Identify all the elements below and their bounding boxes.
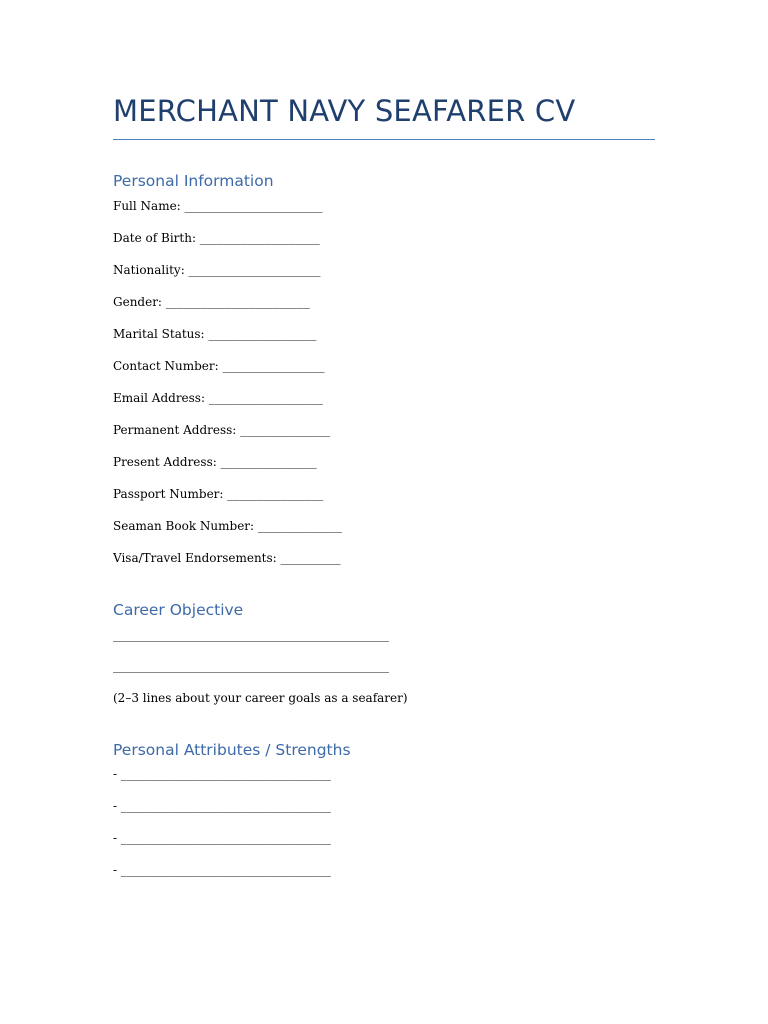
attribute-line-4: - ___________________________________ [113,863,331,877]
career-objective-line-1: ______________________________________________ [113,628,389,642]
career-objective-note: (2–3 lines about your career goals as a seafarer) [113,691,408,705]
field-passport-number: Passport Number: ________________ [113,487,324,501]
attribute-line-3: - ___________________________________ [113,831,331,845]
attribute-line-1: - ___________________________________ [113,767,331,781]
field-present-address: Present Address: ________________ [113,455,317,469]
title-underline [113,139,655,140]
field-visa-travel-endorsements: Visa/Travel Endorsements: __________ [113,551,341,565]
career-objective-line-2: ______________________________________________ [113,659,389,673]
field-permanent-address: Permanent Address: _______________ [113,423,331,437]
field-full-name: Full Name: _______________________ [113,199,323,213]
field-email-address: Email Address: ___________________ [113,391,323,405]
personal-information-heading: Personal Information [113,172,274,190]
document-title: MERCHANT NAVY SEAFARER CV [113,94,576,128]
personal-attributes-heading: Personal Attributes / Strengths [113,741,351,759]
field-gender: Gender: ________________________ [113,295,310,309]
field-seaman-book-number: Seaman Book Number: ______________ [113,519,342,533]
field-contact-number: Contact Number: _________________ [113,359,325,373]
career-objective-heading: Career Objective [113,601,244,619]
field-date-of-birth: Date of Birth: ____________________ [113,231,320,245]
attribute-line-2: - ___________________________________ [113,799,331,813]
field-marital-status: Marital Status: __________________ [113,327,317,341]
field-nationality: Nationality: ______________________ [113,263,321,277]
